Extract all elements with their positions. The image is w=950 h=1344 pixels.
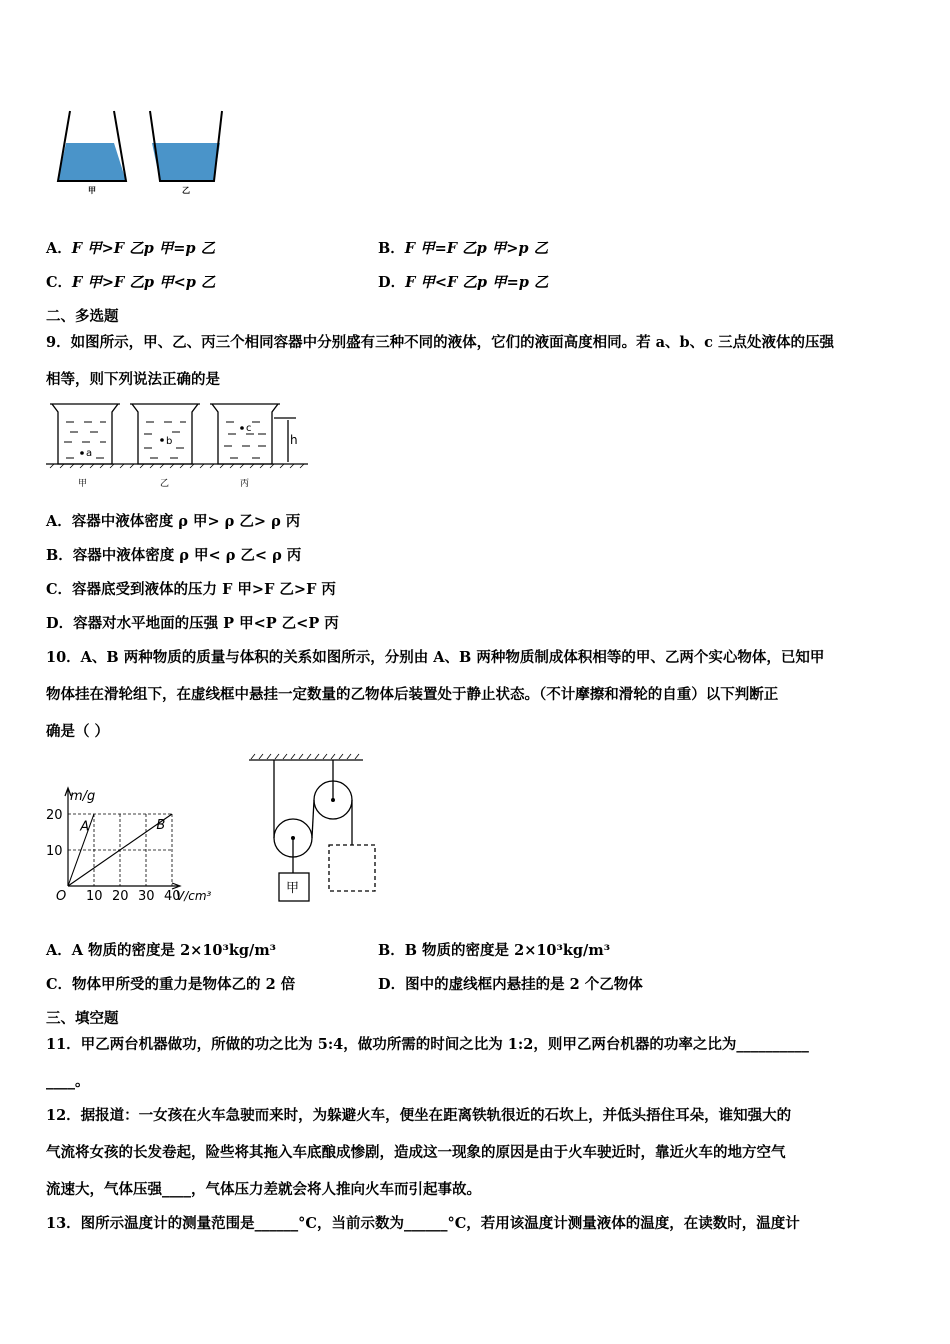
beaker-bing-label: 丙 — [240, 479, 250, 489]
q10-pulley-figure — [245, 750, 385, 910]
point-a-label: a — [86, 448, 93, 459]
q12-line3: 流速大，气体压强____，气体压力差就会将人推向火车而引起事故。 — [46, 1181, 481, 1198]
beaker-bing — [212, 404, 278, 464]
beaker-yi-label: 乙 — [160, 479, 170, 489]
q8-option-b: B．F 甲=F 乙p 甲>p 乙 — [378, 240, 549, 257]
point-a — [80, 451, 84, 455]
beaker-jia — [52, 404, 118, 464]
x-tick-30: 30 — [138, 889, 155, 904]
container-yi-label: 乙 — [182, 186, 190, 195]
q11-line1: 11．甲乙两台机器做功，所做的功之比为 5:4，做功所需的时间之比为 1:2，则甲乙两台机器的功率之比为__________ — [46, 1036, 809, 1053]
q10-mass-volume-graph — [40, 780, 225, 910]
q9-option-d: D．容器对水平地面的压强 P 甲<P 乙<P 丙 — [46, 615, 339, 632]
origin-label: O — [56, 889, 67, 904]
q11-line2: ____。 — [46, 1073, 90, 1090]
container-jia-label: 甲 — [88, 186, 96, 195]
line-a-label: A — [80, 819, 90, 835]
q10-option-d: D．图中的虚线框内悬挂的是 2 个乙物体 — [378, 976, 643, 993]
point-c-label: c — [246, 423, 252, 434]
x-tick-20: 20 — [112, 889, 129, 904]
section2-title: 二、多选题 — [46, 308, 119, 325]
x-axis-label: V/cm³ — [176, 889, 212, 903]
q10-line2: 物体挂在滑轮组下，在虚线框中悬挂一定数量的乙物体后装置处于静止状态。（不计摩擦和滑轮的自重）以下判断正 — [46, 686, 779, 703]
q12-line2: 气流将女孩的长发卷起，险些将其拖入车底酿成惨剧，造成这一现象的原因是由于火车驶近时，靠近火车的地方空气 — [46, 1144, 786, 1161]
x-tick-10: 10 — [86, 889, 103, 904]
beaker-jia-label: 甲 — [78, 479, 88, 489]
q9-line2: 相等，则下列说法正确的是 — [46, 371, 220, 388]
q8-option-c: C．F 甲>F 乙p 甲<p 乙 — [46, 274, 216, 291]
q9-option-a: A．容器中液体密度 ρ 甲> ρ 乙> ρ 丙 — [46, 513, 301, 530]
container-jia-water — [58, 143, 126, 181]
q12-line1: 12．据报道：一女孩在火车急驶而来时，为躲避火车，便坐在距离铁轨很近的石坎上，并低头捂住耳朵，谁知强大的 — [46, 1107, 792, 1124]
y-tick-20: 20 — [46, 808, 63, 823]
q8-option-a: A．F 甲>F 乙p 甲=p 乙 — [46, 240, 216, 257]
container-yi-water — [152, 143, 220, 181]
x-tick-40: 40 — [164, 889, 181, 904]
q8-option-d: D．F 甲<F 乙p 甲=p 乙 — [378, 274, 549, 291]
q13-line1: 13．图所示温度计的测量范围是______°C，当前示数为______°C，若用该温度计测量液体的温度，在读数时，温度计 — [46, 1215, 800, 1232]
q10-option-c: C．物体甲所受的重力是物体乙的 2 倍 — [46, 976, 296, 993]
q8-containers-figure — [50, 105, 230, 200]
section3-title: 三、填空题 — [46, 1010, 119, 1027]
y-axis-label: m/g — [70, 789, 96, 804]
q9-beakers-figure — [46, 398, 316, 493]
object-jia-label: 甲 — [286, 881, 300, 896]
point-c — [240, 426, 244, 430]
q9-line1: 9．如图所示，甲、乙、丙三个相同容器中分别盛有三种不同的液体，它们的液面高度相同。若 a、b、c 三点处液体的压强 — [46, 334, 835, 351]
height-label: h — [290, 433, 298, 447]
y-tick-10: 10 — [46, 844, 63, 859]
line-b-label: B — [156, 817, 166, 833]
q9-option-c: C．容器底受到液体的压力 F 甲>F 乙>F 丙 — [46, 581, 336, 598]
q10-option-b: B．B 物质的密度是 2×10³kg/m³ — [378, 942, 611, 959]
q9-option-b: B．容器中液体密度 ρ 甲< ρ 乙< ρ 丙 — [46, 547, 302, 564]
q10-line3: 确是（ ） — [46, 723, 110, 740]
dashed-box — [329, 845, 375, 891]
q10-line1: 10．A、B 两种物质的质量与体积的关系如图所示，分别由 A、B 两种物质制成体积相等的甲、乙两个实心物体，已知甲 — [46, 649, 825, 666]
q10-option-a: A．A 物质的密度是 2×10³kg/m³ — [46, 942, 277, 959]
point-b-label: b — [166, 436, 173, 447]
beaker-yi — [132, 404, 198, 464]
point-b — [160, 438, 164, 442]
